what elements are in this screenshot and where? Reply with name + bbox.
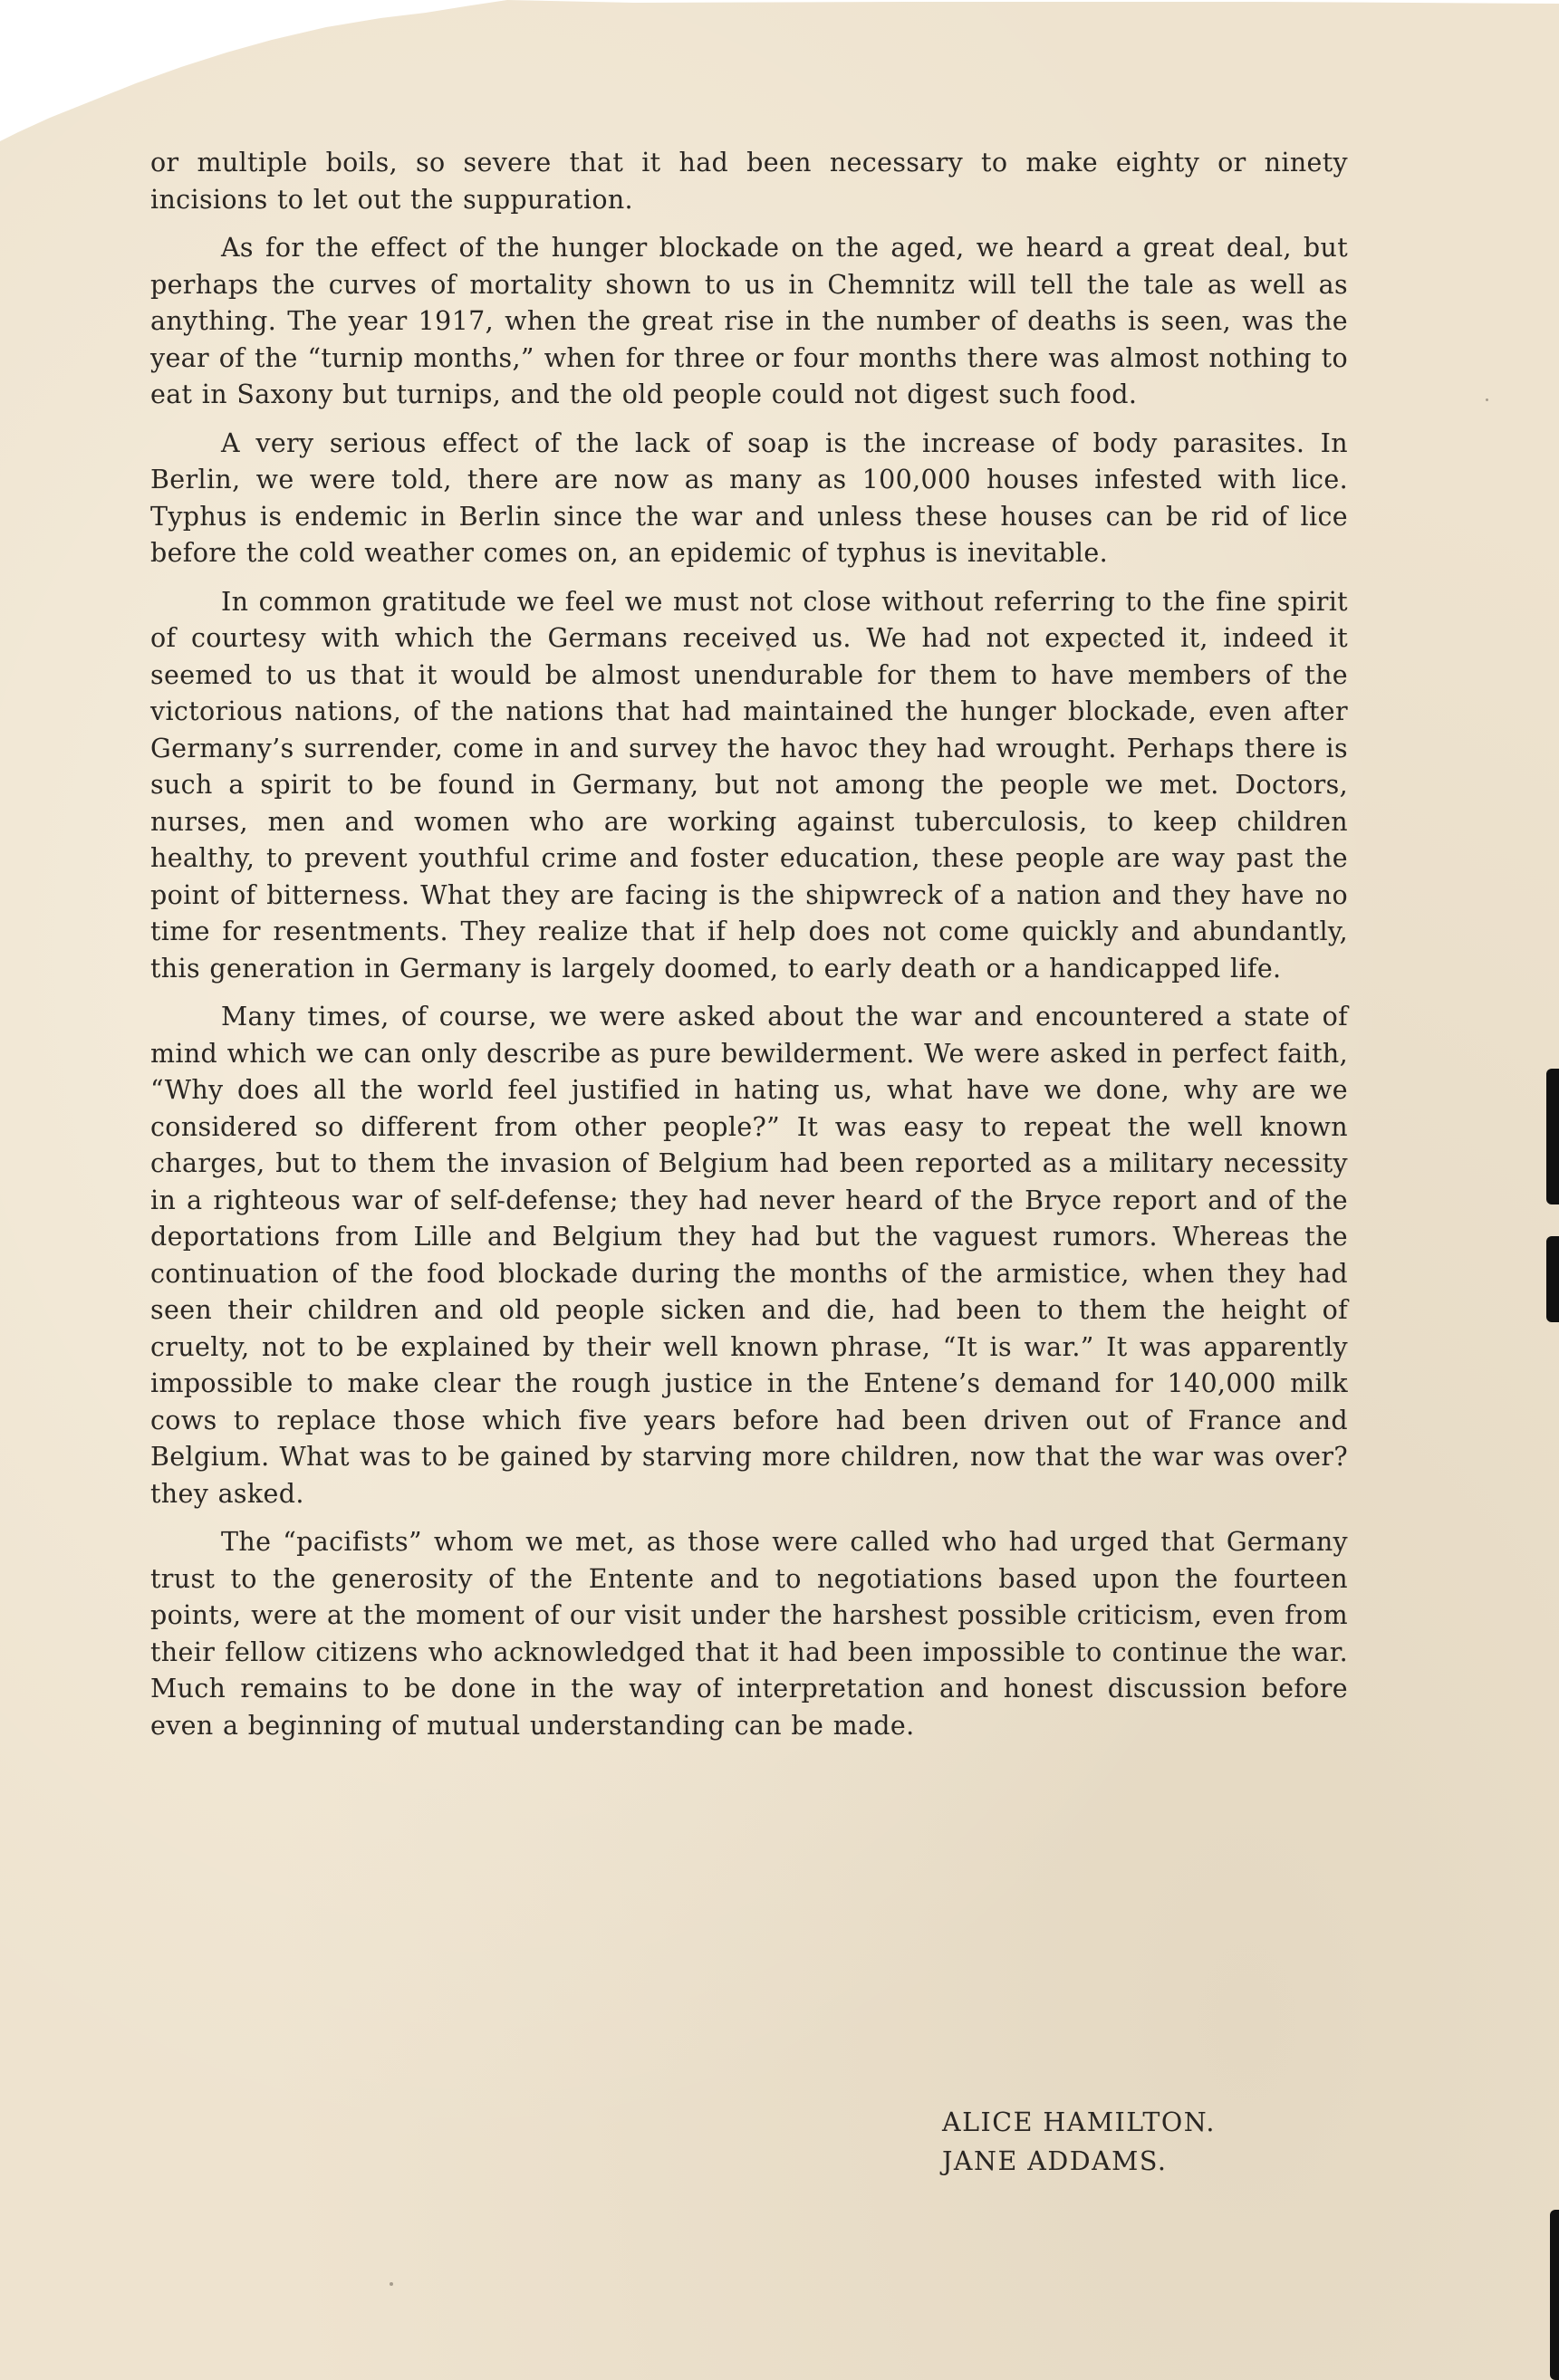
paragraph-body-parasites: A very serious effect of the lack of soap is the increase of body parasites. In Berlin, we were told, there are now as many as 100,000 houses infested with lice. Typhus is endemic in Berlin since the war and unless these houses can be rid of lice before the cold weather comes on, an epidemic of typhus is inevitable. <box>150 427 1348 568</box>
paper-speck <box>390 2282 393 2286</box>
paragraph-gratitude: In common gratitude we feel we must not close without referring to the fine spirit of courtesy with which the Germans received us. We had not expected it, indeed it seemed to us that it would be almost unendurable for them to have members of the victorious nations, of the nations that had maintained the hunger blockade, even after Germany’s surrender, come in and survey the havoc they had wrought. Perhaps there is such a spirit to be found in Germany, but not among the people we met. Doctors, nurses, men and women who are working against tuberculosis, to keep children healthy, to prevent youthful crime and foster education, these people are way past the point of bitterness. What they are facing is the shipwreck of a nation and they have no time for resentments. They realize that if help does not come quickly and abundantly, this generation in Germany is largely doomed, to early death or a handicapped life. <box>150 586 1348 984</box>
letter-body <box>150 145 1348 1756</box>
signature-block <box>942 2103 1216 2181</box>
binding-mark-middle <box>1546 1236 1559 1322</box>
paragraph-bewilderment: Many times, of course, we were asked about the war and encountered a state of mind which we can only describe as pure bewilderment. We were asked in perfect faith, “Why does all the world feel justified in hating us, what have we done, why are we considered so different from other people?” It was easy to repeat the well known charges, but to them the invasion of Belgium had been reported as a military necessity in a righteous war of self-defense; they had never heard of the Bryce report and of the deportations from Lille and Belgium they had but the vaguest rumors. Whereas the continuation of the food blockade during the months of the armistice, when they had seen their children and old people sicken and die, had been to them the height of cruelty, not to be explained by their well known phrase, “It is war.” It was apparently impossible to make clear the rough justice in the Entene’s demand for 140,000 milk cows to replace those which five years before had been driven out of France and Belgium. What was to be gained by starving more children, now that the war was over? they asked. <box>150 1002 1348 1509</box>
paper-speck <box>1486 398 1488 401</box>
signature-jane-addams: JANE ADDAMS. <box>942 2146 1168 2176</box>
paragraph-aged-mortality: As for the effect of the hunger blockade on the aged, we heard a great deal, but perhaps the curves of mortality shown to us in Chemnitz will tell the tale as well as anything. The year 1917, when the great rise in the number of deaths is seen, was the year of the “turnip months,” when for three or four months there was almost nothing to eat in Saxony but turnips, and the old people could not digest such food. <box>150 233 1348 409</box>
binding-mark-upper <box>1546 1069 1559 1204</box>
paragraph-pacifists: The “pacifists” whom we met, as those were called who had urged that Germany trust to the generosity of the Entente and to negotiations based upon the fourteen points, were at the moment of our visit under the harshest possible criticism, even from their fellow citizens who acknowledged that it had been impossible to continue the war. Much remains to be done in the way of interpretation and honest discussion before even a beginning of mutual understanding can be made. <box>150 1527 1348 1741</box>
torn-paper-corner <box>0 0 1559 154</box>
paragraph-continued-boils: or multiple boils, so severe that it had been necessary to make eighty or ninety incisions to let out the suppuration. <box>150 148 1348 215</box>
signature-alice-hamilton: ALICE HAMILTON. <box>942 2107 1216 2137</box>
binding-mark-lower <box>1550 2210 1559 2380</box>
